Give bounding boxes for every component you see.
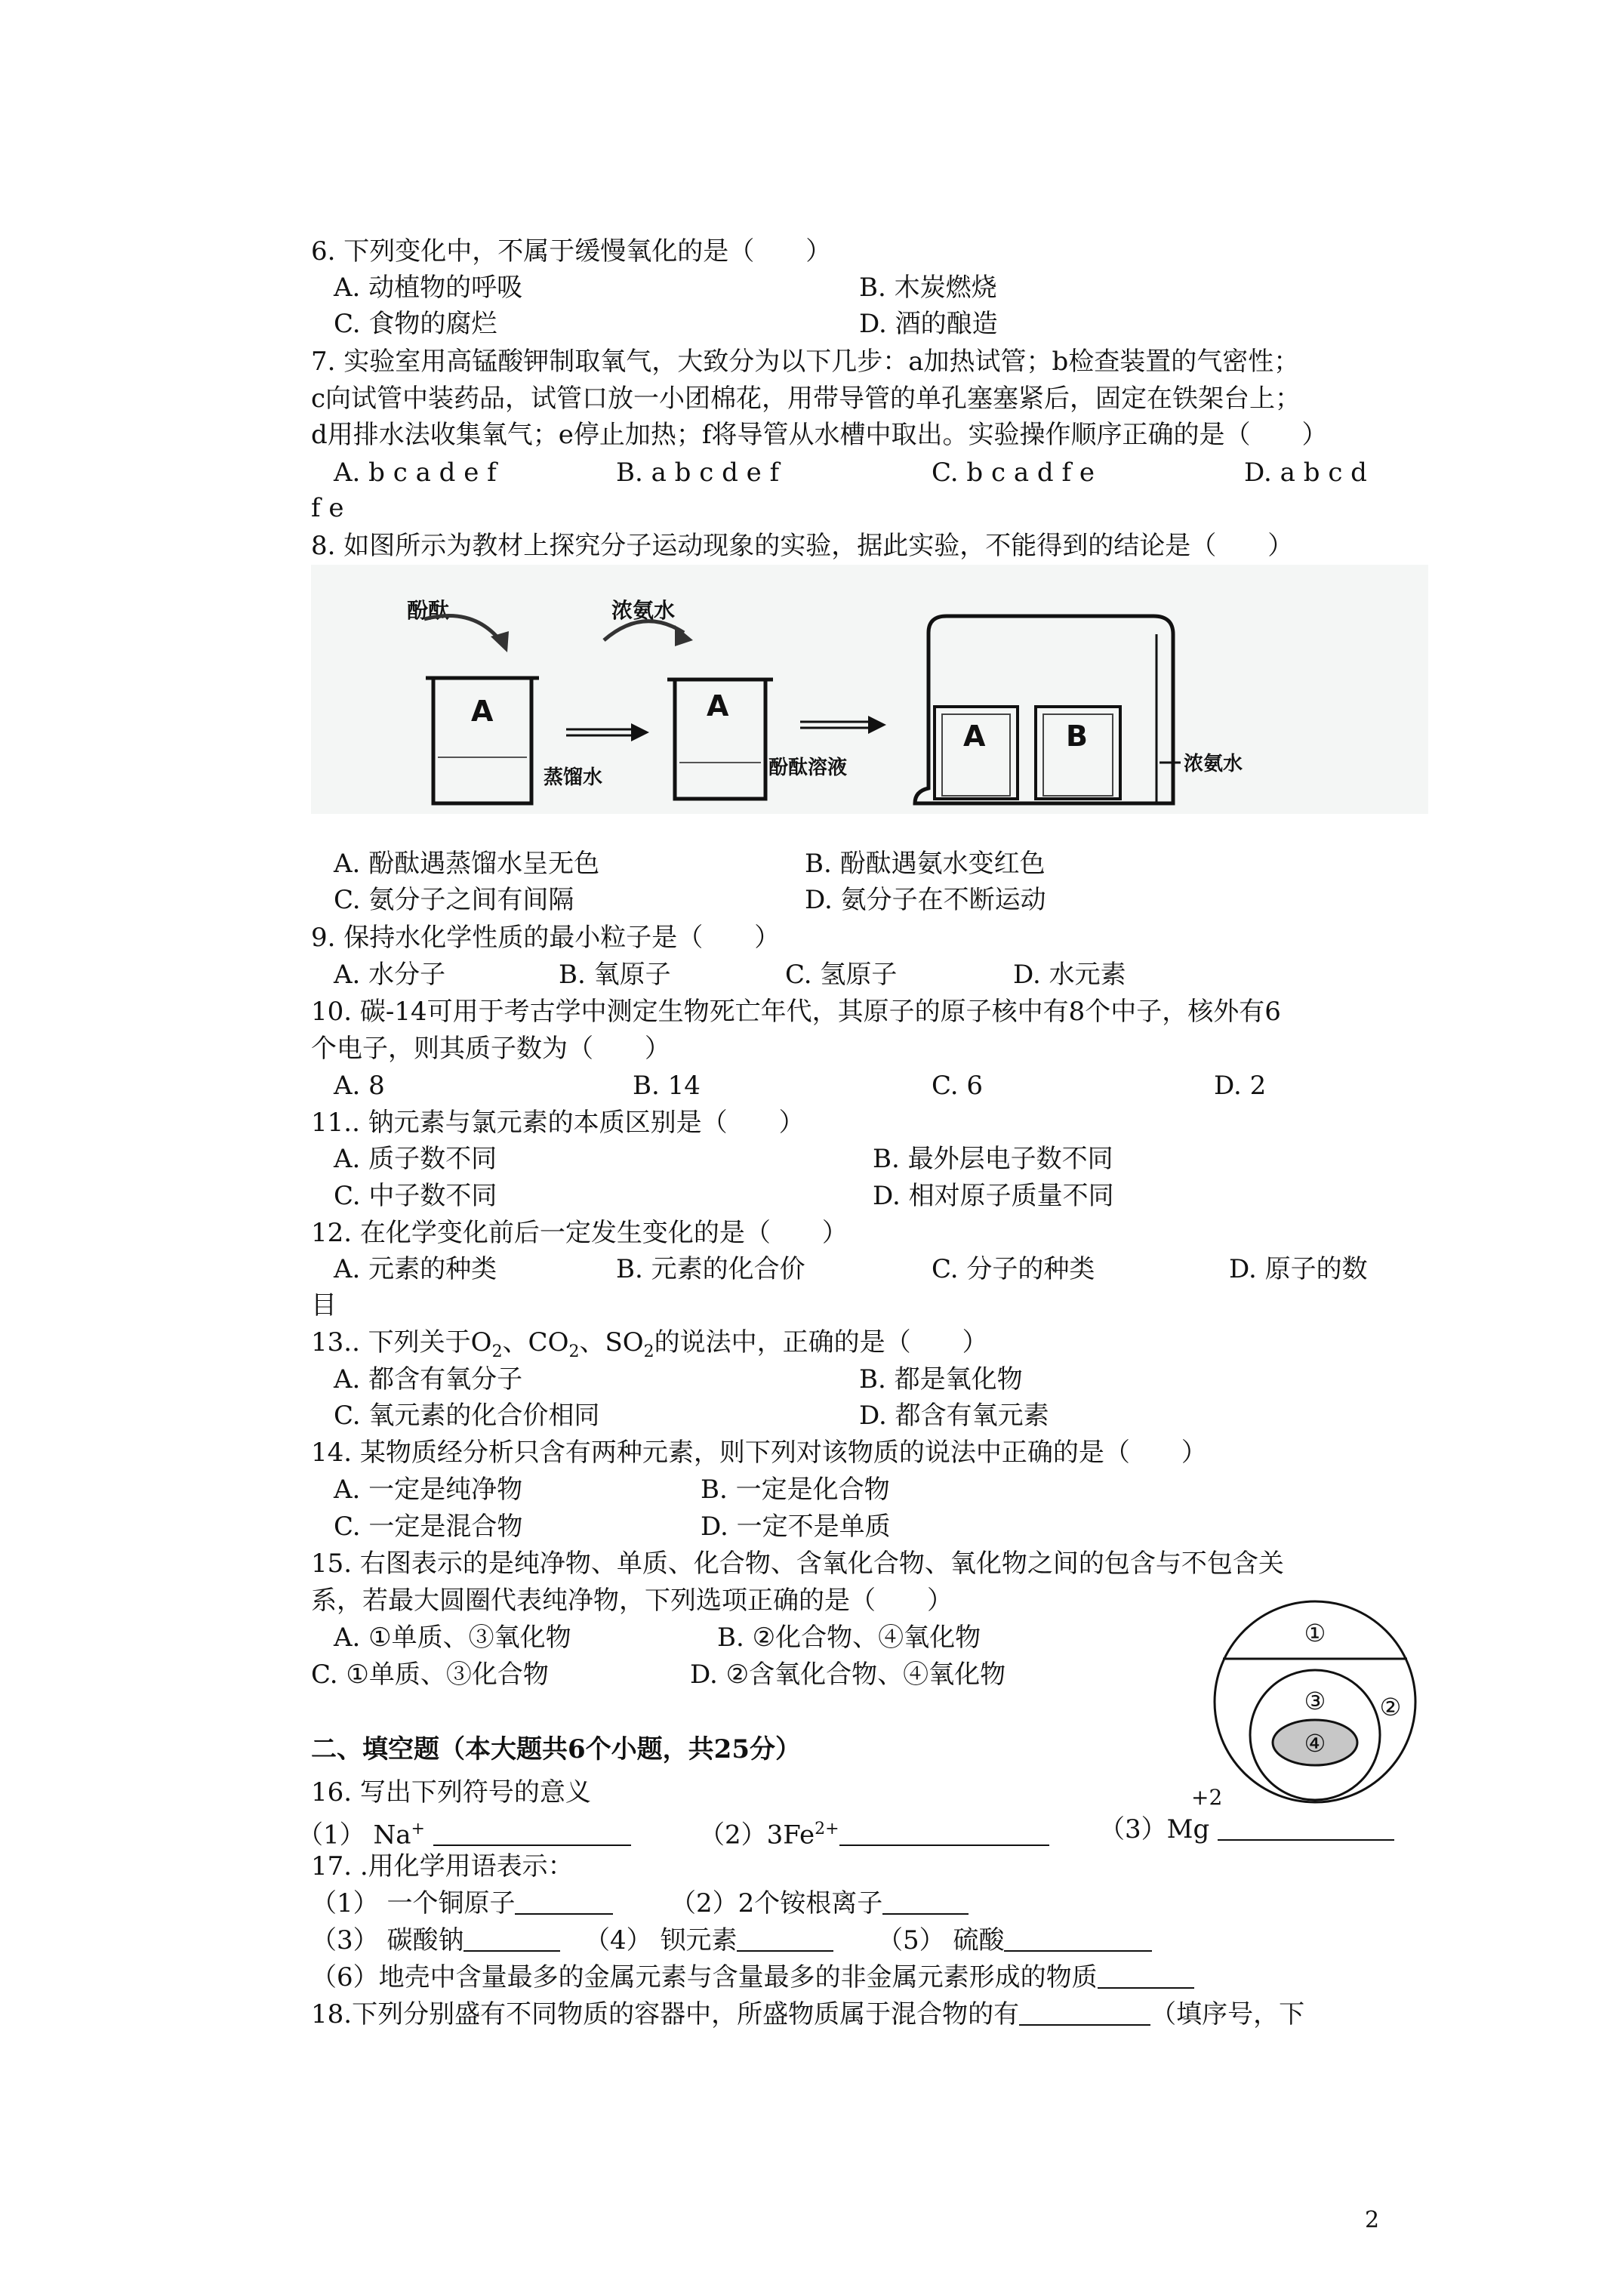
classification-venn-figure <box>1206 1596 1425 1808</box>
q16-part-3-valence: +2 <box>1191 1785 1223 1810</box>
q10-option-a: A. 8 <box>334 1071 385 1101</box>
q14-option-b: B. 一定是化合物 <box>701 1475 890 1505</box>
q7-option-d: D. a b c d <box>1244 458 1367 488</box>
q9-option-a: A. 水分子 <box>334 960 446 990</box>
q17-blank-5[interactable] <box>1004 1925 1152 1952</box>
q6-option-d: D. 酒的酿造 <box>859 309 998 339</box>
q7-option-a: A. b c a d e f <box>334 458 497 488</box>
q13-option-c: C. 氧元素的化合价相同 <box>334 1401 600 1431</box>
q14-option-a: A. 一定是纯净物 <box>334 1475 523 1505</box>
q14-option-c: C. 一定是混合物 <box>334 1512 523 1542</box>
label-conc-ammonia-side: 浓氨水 <box>1184 753 1243 775</box>
region-3-label: ③ <box>1304 1687 1326 1715</box>
q12-option-d: D. 原子的数 <box>1229 1254 1368 1284</box>
q13-stem: 13.. 下列关于$O_2$、$CO_2$、$SO_2$的说法中，正确的是（ ） <box>311 1327 988 1361</box>
q17-part-4: （4） 钡元素 <box>584 1923 833 1958</box>
q11-option-a: A. 质子数不同 <box>334 1144 497 1174</box>
q18-stem: 18.下列分别盛有不同物质的容器中，所盛物质属于混合物的有 （填序号，下 <box>311 1999 1305 2029</box>
q6-option-a: A. 动植物的呼吸 <box>334 273 523 303</box>
q9-option-c: C. 氢原子 <box>785 960 898 990</box>
q7-option-d-continued: f e <box>311 493 344 523</box>
q17-part-1: （1） 一个铜原子 <box>311 1886 613 1921</box>
q11-option-c: C. 中子数不同 <box>334 1181 497 1211</box>
q15-line-2: 系，若最大圆圈代表纯净物，下列选项正确的是（ ） <box>311 1586 953 1616</box>
q15-option-a: A. ①单质、③氧化物 <box>334 1623 571 1653</box>
q17-blank-4[interactable] <box>737 1925 833 1952</box>
beaker-a-label-3: A <box>963 720 986 753</box>
q10-line-1: 10. 碳-14可用于考古学中测定生物死亡年代，其原子的原子核中有8个中子，核外有6 <box>311 997 1281 1027</box>
q6-option-b: B. 木炭燃烧 <box>859 273 997 303</box>
q10-option-b: B. 14 <box>633 1071 701 1101</box>
q9-stem: 9. 保持水化学性质的最小粒子是（ ） <box>311 923 781 953</box>
q17-stem: 17. .用化学用语表示： <box>311 1851 574 1881</box>
q7-option-b: B. a b c d e f <box>616 458 780 488</box>
q8-option-b: B. 酚酞遇氨水变红色 <box>805 849 1046 879</box>
q7-line-3: d用排水法收集氧气；e停止加热；f将导管从水槽中取出。实验操作顺序正确的是（ ） <box>311 420 1328 450</box>
q11-option-b: B. 最外层电子数不同 <box>873 1144 1113 1174</box>
label-distilled-water: 蒸馏水 <box>544 766 603 789</box>
region-1-label: ① <box>1304 1619 1326 1647</box>
q17-part-6: （6）地壳中含量最多的金属元素与含量最多的非金属元素形成的物质 <box>311 1960 1194 1995</box>
beaker-a-label-1: A <box>471 695 494 728</box>
q8-option-a: A. 酚酞遇蒸馏水呈无色 <box>334 849 600 879</box>
q12-stem: 12. 在化学变化前后一定发生变化的是（ ） <box>311 1218 848 1248</box>
beaker-a-label-2: A <box>707 689 729 723</box>
q17-part-3: （3） 碳酸钠 <box>311 1923 560 1958</box>
label-conc-ammonia-top: 浓氨水 <box>611 598 676 623</box>
q7-option-c: C. b c a d f e <box>932 458 1095 488</box>
q16-blank-3[interactable] <box>1218 1814 1394 1841</box>
q10-line-2: 个电子，则其质子数为（ ） <box>311 1034 670 1064</box>
q16-part-1: （1） Na+ <box>297 1812 631 1852</box>
q17-blank-2[interactable] <box>882 1888 969 1915</box>
q14-option-d: D. 一定不是单质 <box>701 1512 891 1542</box>
q15-line-1: 15. 右图表示的是纯净物、单质、化合物、含氧化合物、氧化物之间的包含与不包含关 <box>311 1549 1284 1579</box>
molecule-motion-figure <box>311 565 1428 814</box>
q13-option-d: D. 都含有氧元素 <box>859 1401 1049 1431</box>
q16-part-3: （3）Mg <box>1099 1812 1394 1847</box>
q7-line-2: c向试管中装药品，试管口放一小团棉花，用带导管的单孔塞塞紧后，固定在铁架台上； <box>311 384 1301 414</box>
q18-blank[interactable] <box>1019 1999 1150 2026</box>
q11-stem: 11.. 钠元素与氯元素的本质区别是（ ） <box>311 1108 805 1138</box>
q6-stem: 6. 下列变化中，不属于缓慢氧化的是（ ） <box>311 236 832 267</box>
q8-option-c: C. 氨分子之间有间隔 <box>334 885 574 915</box>
q14-stem: 14. 某物质经分析只含有两种元素，则下列对该物质的说法中正确的是（ ） <box>311 1438 1207 1468</box>
q16-blank-1[interactable] <box>433 1819 631 1846</box>
q17-part-5: （5） 硫酸 <box>877 1923 1152 1958</box>
q12-option-c: C. 分子的种类 <box>932 1254 1095 1284</box>
q16-part-2: $(2)3Fe^{2+}$ <box>699 1812 1049 1852</box>
q17-part-2: （2）2个铵根离子 <box>670 1886 969 1921</box>
q12-option-d-continued: 目 <box>311 1290 337 1321</box>
q9-option-b: B. 氧原子 <box>559 960 671 990</box>
q15-option-d: D. ②含氧化合物、④氧化物 <box>690 1660 1006 1690</box>
q6-option-c: C. 食物的腐烂 <box>334 309 497 339</box>
page-number: 2 <box>1365 2207 1380 2233</box>
section-2-title: 二、填空题（本大题共6个小题，共25分） <box>311 1734 801 1764</box>
q8-stem: 8. 如图所示为教材上探究分子运动现象的实验，据此实验，不能得到的结论是（ ） <box>311 531 1294 561</box>
q17-blank-6[interactable] <box>1098 1962 1194 1989</box>
q12-option-a: A. 元素的种类 <box>334 1254 497 1284</box>
q7-line-1: 7. 实验室用高锰酸钾制取氧气，大致分为以下几步：a加热试管；b检查装置的气密性； <box>311 347 1300 377</box>
q9-option-d: D. 水元素 <box>1013 960 1126 990</box>
q10-option-d: D. 2 <box>1214 1071 1267 1101</box>
q15-option-b: B. ②化合物、④氧化物 <box>717 1623 981 1653</box>
region-2-label: ② <box>1379 1693 1402 1721</box>
label-phenolphthalein-solution: 酚酞溶液 <box>768 757 848 779</box>
label-phenolphthalein: 酚酞 <box>407 598 450 623</box>
q16-blank-2[interactable] <box>839 1819 1049 1846</box>
q13-option-a: A. 都含有氧分子 <box>334 1364 523 1395</box>
q10-option-c: C. 6 <box>932 1071 984 1101</box>
q15-option-c: C. ①单质、③化合物 <box>311 1660 549 1690</box>
q16-stem: 16. 写出下列符号的意义 <box>311 1777 591 1808</box>
q11-option-d: D. 相对原子质量不同 <box>873 1181 1114 1211</box>
q17-blank-3[interactable] <box>463 1925 560 1952</box>
q13-option-b: B. 都是氧化物 <box>859 1364 1023 1395</box>
q17-blank-1[interactable] <box>515 1888 613 1915</box>
region-4-label: ④ <box>1304 1729 1326 1758</box>
q8-option-d: D. 氨分子在不断运动 <box>805 885 1046 915</box>
q12-option-b: B. 元素的化合价 <box>616 1254 805 1284</box>
beaker-b-label: B <box>1066 720 1088 753</box>
